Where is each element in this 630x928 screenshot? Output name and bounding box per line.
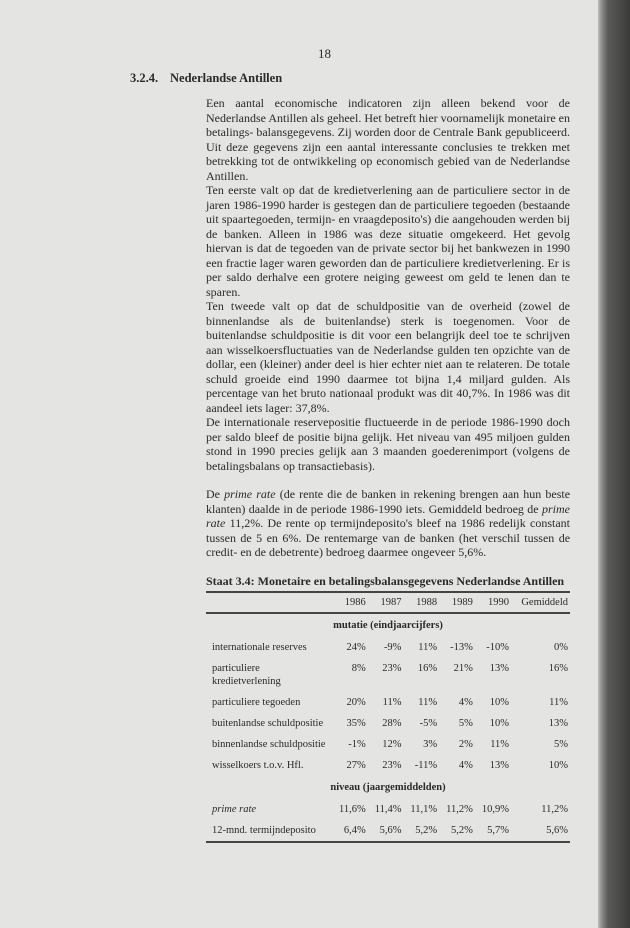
table-row bbox=[206, 658, 570, 692]
text-line: spaartegoeden, termijn- en vraagdeposito's) die aangehouden werden bij de bbox=[206, 212, 570, 241]
row-label: prime rate bbox=[212, 804, 257, 815]
text-line: is dit voor een belangrijk deel toe te schrijven aan wisselkoersfluctuaties van de bbox=[206, 328, 571, 357]
text-line: bijna 1,4 miljard gulden. Als percentage van het bruto nationaal produkt was dit bbox=[206, 371, 571, 400]
row-label: 12-mnd. termijndeposito bbox=[212, 825, 316, 836]
table-cell: 8% bbox=[351, 663, 366, 674]
text-line: de ontwikkeling op economisch gebied van de Nederlandse Antillen. bbox=[206, 154, 570, 183]
table-cell: 11% bbox=[418, 642, 438, 653]
text-line: 1990 precies gelijk aan 3 maanden goederenimport (volgens de betalingsbalans bbox=[206, 444, 570, 473]
page-edge bbox=[598, 0, 630, 928]
table-cell: -5% bbox=[419, 718, 438, 729]
table-cell: 5,6% bbox=[546, 825, 568, 836]
table-cell: 11% bbox=[382, 697, 402, 708]
table-cell: 3% bbox=[423, 739, 438, 750]
table-cell: 11,1% bbox=[410, 804, 438, 815]
column-header: 1986 bbox=[344, 597, 366, 608]
table-cell: 6,4% bbox=[343, 825, 366, 836]
table-cell: 11,6% bbox=[338, 804, 366, 815]
text-line: als de buitenlandse) sterk is toegenomen. Voor de buitenlandse schuldpositie bbox=[206, 313, 570, 342]
table-cell: 28% bbox=[382, 718, 402, 729]
paragraph bbox=[206, 183, 570, 299]
column-header: 1989 bbox=[451, 597, 473, 608]
table-cell: 11% bbox=[418, 697, 438, 708]
table-cell: -13% bbox=[450, 642, 473, 653]
table-cell: 11% bbox=[549, 697, 568, 708]
row-label: binnenlandse schuldpositie bbox=[212, 739, 326, 750]
text-line: echter niet aan te relateren. De totale schuld groeide eind 1990 daarmee tot bbox=[206, 357, 571, 386]
table-row bbox=[206, 734, 570, 755]
table-row bbox=[206, 799, 570, 820]
row-label: wisselkoers t.o.v. Hfl. bbox=[212, 760, 304, 771]
text-line: balansgegevens. Zij worden door de Centrale Bank gepubliceerd. Uit deze bbox=[206, 125, 570, 154]
body-text bbox=[206, 96, 570, 473]
table-cell: 12% bbox=[382, 739, 402, 750]
table-title: Staat 3.4: Monetaire en betalingsbalansgegevens Nederlandse Antillen bbox=[206, 573, 565, 588]
column-header: 1987 bbox=[380, 597, 402, 608]
table-cell: 4% bbox=[458, 697, 473, 708]
row-label: particuliere tegoeden bbox=[212, 697, 301, 708]
text-line: 11,2%. De rente op termijndeposito's bleef na 1986 redelijk constant tussen de bbox=[206, 516, 570, 545]
table-cell: 20% bbox=[346, 697, 366, 708]
table-cell: 5,7% bbox=[487, 825, 510, 836]
table-body-mutatie bbox=[206, 613, 570, 776]
table-header bbox=[206, 592, 570, 613]
text-line: gegevens zijn een aantal interessante conclusies te trekken met betrekking tot bbox=[206, 139, 571, 168]
table-cell: 10% bbox=[489, 697, 510, 708]
text-line: saldo bleef de positie bijna gelijk. Het niveau van 495 miljoen gulden stond in bbox=[206, 429, 571, 458]
page-number: 18 bbox=[318, 46, 331, 61]
column-header: 1990 bbox=[488, 597, 510, 608]
table-cell: 35% bbox=[346, 718, 366, 729]
table-cell: 23% bbox=[382, 760, 402, 771]
text-line: Ten tweede valt op dat de schuldpositie van de overheid (zowel de binnenlandse bbox=[206, 299, 570, 328]
table-cell: 11,2% bbox=[446, 804, 473, 815]
paragraph bbox=[206, 96, 570, 183]
paragraph bbox=[206, 415, 570, 473]
table-cell: 13% bbox=[489, 760, 510, 771]
text-line: de tegoeden van de private sector bij het bankwezen in 1990 een fractie lager bbox=[206, 241, 570, 270]
text-line: 40,7%. In 1986 was dit aandeel iets lager: 37,8%. bbox=[206, 386, 570, 415]
text-line: debetrente) bedroeg daarmee ongeveer 5,6%. bbox=[268, 545, 487, 559]
text-line: 1986-1990 harder is gestegen dan de particuliere tegoeden (bestaande uit bbox=[206, 197, 571, 226]
table-cell: 16% bbox=[417, 663, 438, 674]
text-line: waren geworden dan de particuliere kredietverlening. Er is per saldo derhalve bbox=[206, 255, 570, 284]
table-cell: 5% bbox=[458, 718, 473, 729]
text-line: prime rate bbox=[206, 501, 571, 530]
table-cell: -1% bbox=[348, 739, 366, 750]
row-label: particuliere kredietverlening bbox=[212, 663, 281, 687]
text-line: een grotere neiging geweest om geld te lenen dan te sparen. bbox=[206, 270, 570, 299]
table-cell: 5% bbox=[554, 739, 568, 750]
table-cell: 21% bbox=[453, 663, 473, 674]
table-cell: 23% bbox=[382, 663, 402, 674]
table-row bbox=[206, 820, 570, 842]
table-cell: 13% bbox=[489, 663, 510, 674]
table-cell: 4% bbox=[458, 760, 473, 771]
table-cell: 5,2% bbox=[415, 825, 438, 836]
text-line: Antillen als geheel. Het betreft hier voornamelijk monetaire en betalings- bbox=[206, 110, 570, 139]
text-line: prime rate bbox=[224, 487, 276, 501]
table-cell: 24% bbox=[346, 642, 366, 653]
table-cell: 11,4% bbox=[374, 804, 402, 815]
table-cell: 11% bbox=[490, 739, 510, 750]
group-heading-mutatie: mutatie (eindjaarcijfers) bbox=[333, 620, 443, 631]
table-row bbox=[206, 692, 570, 713]
row-label: internationale reserves bbox=[212, 642, 307, 653]
table-cell: -9% bbox=[383, 642, 402, 653]
table-cell: 11,2% bbox=[541, 804, 568, 815]
text-line: Ten eerste valt op dat de kredietverlening aan de particuliere sector in de jaren bbox=[206, 183, 570, 212]
table-cell: 10,9% bbox=[481, 804, 510, 815]
text-line: (de rente die de banken in rekening brengen aan hun beste bbox=[279, 487, 571, 501]
table-row bbox=[206, 755, 570, 776]
header-blank bbox=[206, 592, 332, 613]
table-cell: 10% bbox=[548, 760, 568, 771]
table-cell: 2% bbox=[458, 739, 473, 750]
page-body bbox=[206, 96, 570, 843]
text-line: klanten) daalde in de periode 1986-1990 iets. Gemiddeld bedroeg de bbox=[206, 501, 539, 516]
table-row bbox=[206, 637, 570, 658]
text-line: op transactiebasis). bbox=[282, 458, 375, 473]
text-line: De bbox=[206, 487, 220, 501]
table-cell: 27% bbox=[346, 760, 366, 771]
prime-rate-paragraph bbox=[206, 487, 570, 560]
text-line: Een aantal economische indicatoren zijn alleen bekend voor de Nederlandse bbox=[206, 96, 570, 125]
row-label: buitenlandse schuldpositie bbox=[212, 718, 324, 729]
table-cell: 16% bbox=[548, 663, 568, 674]
text-line: De internationale reservepositie fluctueerde in de periode 1986-1990 doch per bbox=[206, 415, 570, 444]
table-body-niveau bbox=[206, 776, 570, 842]
column-header: Gemiddeld bbox=[521, 597, 568, 608]
text-line: 5 en 6%. De rentemarge van de banken (het verschil tussen de credit- en de bbox=[206, 530, 571, 559]
section-title: Nederlandse Antillen bbox=[170, 71, 283, 85]
table-cell: -10% bbox=[486, 642, 510, 653]
table-cell: 0% bbox=[554, 642, 568, 653]
table-cell: 5,6% bbox=[379, 825, 402, 836]
section-number: 3.2.4. bbox=[130, 71, 159, 85]
table-cell: 5,2% bbox=[451, 825, 473, 836]
data-table bbox=[206, 591, 570, 843]
column-header: 1988 bbox=[416, 597, 438, 608]
text-line: Nederlandse gulden ten opzichte van de dollar, een (kleiner) ander deel is hier bbox=[206, 342, 571, 371]
table-row bbox=[206, 713, 570, 734]
table-cell: -11% bbox=[414, 760, 438, 771]
text-line: banken. Alleen in 1986 was deze situatie omgekeerd. Het gevolg hiervan is dat bbox=[206, 226, 571, 255]
group-heading-niveau: niveau (jaargemiddelden) bbox=[330, 782, 446, 793]
table-cell: 10% bbox=[489, 718, 510, 729]
paragraph bbox=[206, 299, 570, 415]
table-cell: 13% bbox=[548, 718, 568, 729]
